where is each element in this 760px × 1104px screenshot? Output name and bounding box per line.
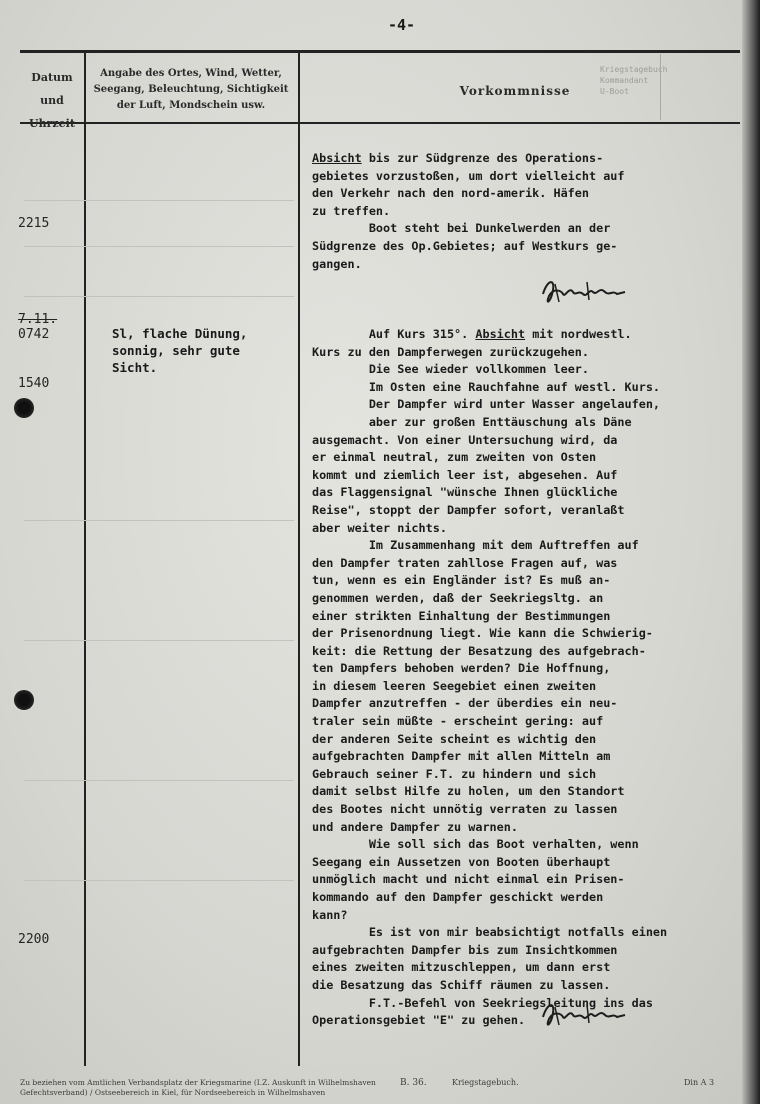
- bleed-through-rule: [24, 520, 294, 521]
- keyword-absicht: Absicht: [312, 151, 362, 165]
- header-events: Vorkommnisse: [459, 84, 571, 98]
- header-location-line: Seegang, Beleuchtung, Sichtigkeit: [93, 84, 289, 95]
- log-entry-1: [312, 150, 740, 273]
- log-entry-2: [312, 326, 740, 1030]
- date-entry: 7.11.: [18, 312, 58, 327]
- bleed-through-rule: [24, 296, 294, 297]
- column-divider-2: [298, 50, 300, 1066]
- column-divider-1: [84, 50, 86, 1066]
- punch-hole: [14, 398, 34, 418]
- header-location-line: Angabe des Ortes, Wind, Wetter,: [100, 68, 282, 79]
- log-entry-1-first-line: [312, 150, 740, 168]
- header-location-line: der Luft, Mondschein usw.: [116, 100, 266, 111]
- bleed-through-line: Kommandant: [600, 76, 649, 85]
- keyword-absicht: Absicht: [475, 327, 526, 341]
- header-date-time-line: und: [40, 94, 64, 107]
- log-entry-2-line1: mit nordwestl.: [525, 327, 632, 341]
- time-entry: 2200: [18, 932, 50, 947]
- time-entry: 0742: [18, 327, 50, 342]
- bleed-through-rule: [24, 780, 294, 781]
- log-entry-2-first-line: [312, 326, 740, 344]
- footer-supplier-note: Zu beziehen vom Amtlichen Verbandsplatz der Kriegsmarine (I.Z. Auskunft in Wilhelmshaven Gefechtsverband) / Ostseebereich in Kiel, für Nordseebereich in Wilhelmshaven: [20, 1078, 376, 1097]
- punch-hole: [14, 690, 34, 710]
- page-number: -4-: [388, 16, 416, 34]
- weather-conditions: [112, 325, 302, 376]
- weather-line: sonnig, sehr gute: [112, 343, 240, 358]
- bleed-through-rule: [24, 200, 294, 201]
- header-date-time-line: Uhrzeit: [29, 117, 75, 130]
- footer-form-number: B. 36.: [400, 1078, 427, 1088]
- signature-1: [535, 272, 635, 312]
- bleed-through-rule: [24, 246, 294, 247]
- bleed-through-rule: [24, 640, 294, 641]
- header-bottom-rule: [20, 122, 740, 124]
- bleed-through-line: Kriegstagebuch: [600, 65, 668, 74]
- footer-paper-size: Din A 3: [684, 1078, 715, 1087]
- table-top-rule: [20, 50, 740, 53]
- log-entry-2-prefix: Auf Kurs 315°.: [368, 327, 476, 341]
- bleed-through-rule: [24, 880, 294, 881]
- bleed-through-header: [600, 64, 710, 97]
- log-entry-1-body: gebietes vorzustoßen, um dort vielleicht auf den Verkehr nach den nord-amerik. Häfen zu treffen. Boot steht bei Dunkelwerden an der Südgrenze des Op.Gebietes; auf Westkurs ge- gangen.: [312, 168, 625, 271]
- time-entry: 1540: [18, 376, 50, 391]
- weather-line: Sl, flache Dünung,: [112, 326, 248, 341]
- log-entry-1-line1: bis zur Südgrenze des Operations-: [361, 151, 604, 165]
- bleed-through-line: U-Boot: [600, 87, 629, 96]
- signature-2: [535, 995, 635, 1035]
- time-entry: 2215: [18, 216, 50, 231]
- header-location-weather: [88, 66, 294, 114]
- log-entry-2-body: Kurs zu den Dampferwegen zurückzugehen. Die See wieder vollkommen leer. Im Osten eine Rauchfahne auf westl. Kurs. Der Dampfer wird unter Wasser angelaufen, aber zur großen Enttäuschung als Däne ausgemacht. Von einer Untersuchung wird, da er einmal neutral, zum zweiten von Osten kommt und ziemlich leer ist, abgesehen. Auf das Flaggensignal "wünsche Ihnen glückliche Reise", stoppt der Dampfer sofort, veranlaßt aber weiter nichts. Im Zusammenhang mit dem Auftreffen auf den Dampfer traten zahllose Fragen auf, was tun, wenn es ein Engländer ist? Es muß an- genommen werden, daß der Seekriegsltg. an einer strikten Einhaltung der Bestimmungen der Prisenordnung liegt. Wie kann die Schwierig- keit: die Rettung der Besatzung des aufgebrach- ten Dampfers behoben werden? Die Hoffnung, in diesem leeren Seegebiet einen zweiten Dampfer anzutreffen - der überdies ein neu- traler sein müßte - erscheint gering: auf der anderen Seite scheint es wichtig den aufgebrachten Dampfer mit allen Mitteln am Gebrauch seiner F.T. zu hindern und sich damit selbst Hilfe zu holen, um den Standort des Bootes nicht unnötig verraten zu lassen und andere Dampfer zu warnen. Wie soll sich das Boot verhalten, wenn Seegang ein Aussetzen von Booten überhaupt unmöglich macht und nicht einmal ein Prisen- kommando auf den Dampfer geschickt werden kann? Es ist von mir beabsichtigt notfalls einen aufgebrachten Dampfer bis zum Insichtkommen eines zweiten mitzuschleppen, um dann erst die Besatzung das Schiff räumen zu lassen. F.T.-Befehl von Seekriegsleitung ins das Operationsgebiet "E" zu gehen.: [312, 344, 668, 1028]
- weather-line: Sicht.: [112, 360, 158, 375]
- header-date-time-line: Datum: [31, 71, 73, 84]
- footer-form-title: Kriegstagebuch.: [452, 1078, 519, 1087]
- header-date-time: [22, 66, 82, 135]
- page-edge-shadow: [742, 0, 760, 1104]
